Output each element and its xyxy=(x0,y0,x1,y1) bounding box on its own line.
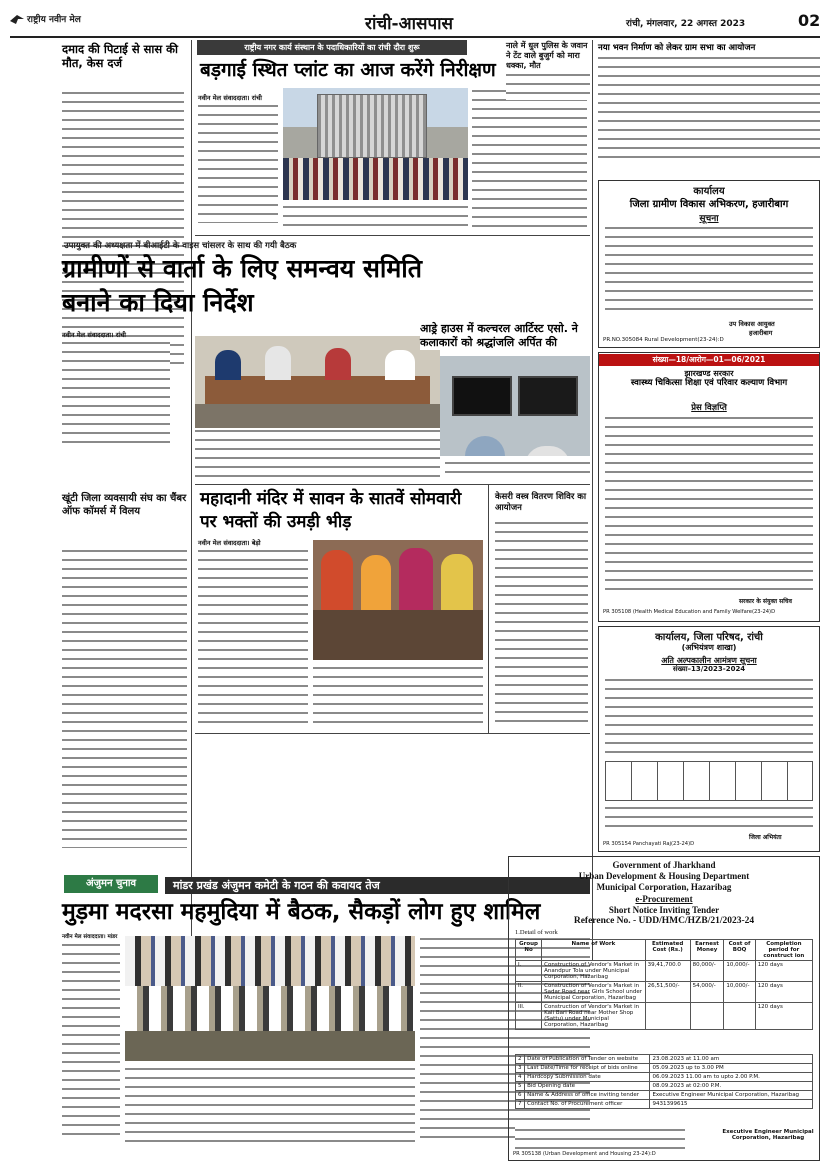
panchayat-ad-body xyxy=(598,55,820,165)
ulb-work-table xyxy=(515,939,813,1030)
table-cell xyxy=(724,1003,755,1030)
ulb-col-header: Group No xyxy=(516,940,542,961)
logo-text: राष्ट्रीय नवीन मेल xyxy=(27,15,81,25)
schedule-cell: Name & Address of office inviting tender xyxy=(525,1091,650,1100)
bird-logo-icon xyxy=(10,13,24,25)
gathering-photo xyxy=(125,936,415,1061)
anjuman-byline: नवीन मेल संवाददाता। मांडर xyxy=(62,934,118,940)
schedule-row xyxy=(516,1064,813,1073)
zila-footer: PR 305154 Panchayati Raj(23-24)D xyxy=(603,841,695,847)
schedule-cell: 4 xyxy=(516,1073,525,1082)
mahadani-byline: नवीन मेल संवाददाता। बेड़ो xyxy=(198,539,261,547)
karyalay-ad xyxy=(598,180,820,348)
mahadani-headline: महादानी मंदिर में सावन के सातवें सोमवारी पर भक्तों की उमड़ी भीड़ xyxy=(200,489,462,532)
anjuman-body-1 xyxy=(62,942,120,1142)
schedule-cell: 08.09.2023 at 02:00 P.M. xyxy=(650,1082,813,1091)
schedule-row xyxy=(516,1082,813,1091)
villagers-headline: ग्रामीणों से वार्ता के लिए समन्वय समिति बनाने का दिया निर्देश xyxy=(62,254,422,317)
bit-body-3 xyxy=(472,88,587,228)
karyalay-title2: जिला ग्रामीण विकास अभिकरण, हजारीबाग xyxy=(629,199,789,210)
villagers-body-1 xyxy=(62,340,170,448)
ulb-col-header: Estimated Cost (Rs.) xyxy=(645,940,690,961)
artist-headline: आड्रे हाउस में कल्चरल आर्टिस्ट एसो. ने कलाकारों को श्रद्धांजलि अर्पित की xyxy=(420,322,590,350)
table-cell: 54,000/- xyxy=(690,982,724,1003)
villagers-kicker: उपायुक्त की अध्यक्षता में बीआईटी के वाइस चांसलर के साथ की गयी बैठक xyxy=(64,241,297,251)
table-cell: Construction of Vendor's Market in Sadar Road near Girls School under Municipal Corporation, Hazaribag xyxy=(542,982,646,1003)
mahadani-body-1 xyxy=(198,548,308,728)
ulb-detail-label: 1.Detail of work xyxy=(515,929,558,936)
table-cell: II. xyxy=(516,982,542,1003)
ulb-footer: PR 305138 (Urban Development and Housing 23-24):D xyxy=(513,1151,656,1157)
khunti-heading: खूंटी जिला व्यवसायी संघ का चैंबर ऑफ कॉमर्स में विलय xyxy=(62,493,187,517)
date-line: रांची, मंगलवार, 22 अगस्त 2023 xyxy=(626,19,746,29)
health-gov: झारखण्ड सरकार xyxy=(684,369,734,378)
schedule-cell: 05.09.2023 up to 3.00 PM xyxy=(650,1064,813,1073)
zila-subtitle: (अभियंत्रण शाखा) xyxy=(681,643,737,652)
section-title: रांची-आसपास xyxy=(365,14,454,34)
zila-notice-no: संख्या–13/2023-2024 xyxy=(672,665,746,673)
schedule-cell: 9431399615 xyxy=(650,1100,813,1109)
schedule-row xyxy=(516,1055,813,1064)
karyalay-subtitle: सूचना xyxy=(699,214,719,224)
kesari-headline: केसरी वस्त्र वितरण शिविर का आयोजन xyxy=(495,492,587,513)
ulb-tender-title: Short Notice Inviting Tender xyxy=(608,905,720,915)
table-cell: 120 days xyxy=(755,1003,812,1030)
ulb-col-header: Earnest Money xyxy=(690,940,724,961)
table-row xyxy=(516,1003,813,1030)
schedule-cell: Bid Opening date xyxy=(525,1082,650,1091)
villagers-body-3 xyxy=(445,460,590,480)
schedule-cell: 7 xyxy=(516,1100,525,1109)
schedule-cell: 2 xyxy=(516,1055,525,1064)
office-photo xyxy=(440,356,590,456)
ulb-ad xyxy=(508,856,820,1161)
health-ad xyxy=(598,352,820,622)
schedule-row xyxy=(516,1073,813,1082)
bit-body-1 xyxy=(198,103,278,223)
ulb-schedule-table xyxy=(515,1054,813,1109)
schedule-cell: Contact No. of Procurement officer xyxy=(525,1100,650,1109)
health-signature: सरकार के संयुक्त सचिव xyxy=(739,598,792,605)
ulb-notes xyxy=(515,1127,685,1149)
table-cell: 39,41,700.0 xyxy=(645,961,690,982)
zila-signature: जिला अभियंता xyxy=(749,834,782,841)
health-ref: संख्या—18/आरोग—01—06/2021 xyxy=(599,354,819,366)
ulb-col-header: Name of Work xyxy=(542,940,646,961)
zila-body xyxy=(605,677,813,757)
health-type: प्रेस विज्ञप्ति xyxy=(691,403,727,413)
schedule-cell: 23.08.2023 at 11.00 am xyxy=(650,1055,813,1064)
table-cell: Construction of Vendor's Market in Anandpur Tola under Municipal Corporation, Hazaribag xyxy=(542,961,646,982)
anjuman-kicker: मांडर प्रखंड अंजुमन कमेटी के गठन की कवायद तेज xyxy=(165,877,590,894)
table-cell xyxy=(690,1003,724,1030)
page-number: 02 xyxy=(798,11,821,30)
zila-table xyxy=(605,761,813,801)
zila-ad xyxy=(598,626,820,852)
karyalay-footer: PR.NO.305084 Rural Development(23-24):D xyxy=(603,337,724,343)
ulb-line2: Urban Development & Housing Department xyxy=(578,871,750,881)
plant-photo xyxy=(283,88,468,200)
table-cell: 10,000/- xyxy=(724,961,755,982)
bit-byline: नवीन मेल संवाददाता। रांची xyxy=(198,94,262,102)
villagers-body-2 xyxy=(195,428,440,478)
table-cell: 120 days xyxy=(755,982,812,1003)
bit-body-2 xyxy=(283,204,468,232)
schedule-cell: Executive Engineer Municipal Corporation, Hazaribag xyxy=(650,1091,813,1100)
ulb-signer: Executive Engineer Municipal Corporation, Hazaribag xyxy=(722,1129,814,1141)
schedule-cell: Last Date/Time for receipt of bids online xyxy=(525,1064,650,1073)
khunti-body xyxy=(62,548,187,848)
anjuman-tag: अंजुमन चुनाव xyxy=(64,875,158,893)
ulb-tender-type: e-Procurement xyxy=(635,894,693,904)
health-body xyxy=(605,415,813,595)
schedule-cell: 5 xyxy=(516,1082,525,1091)
schedule-row xyxy=(516,1091,813,1100)
schedule-cell: 6 xyxy=(516,1091,525,1100)
temple-photo xyxy=(313,540,483,660)
zila-notice-title: अति अल्पकालीन आमंत्रण सूचना xyxy=(661,656,757,665)
masthead xyxy=(10,8,820,38)
table-cell: 120 days xyxy=(755,961,812,982)
table-cell: I. xyxy=(516,961,542,982)
karyalay-body xyxy=(605,225,813,315)
left-story-heading: दमाद की पिटाई से सास की मौत, केस दर्ज xyxy=(62,42,178,70)
table-cell xyxy=(645,1003,690,1030)
table-row xyxy=(516,961,813,982)
logo xyxy=(10,12,81,25)
anjuman-body-2 xyxy=(125,1066,415,1142)
karyalay-place: हजारीबाग xyxy=(749,329,773,337)
schedule-cell: Date of Publication of Tender on website xyxy=(525,1055,650,1064)
ulb-line3: Municipal Corporation, Hazaribag xyxy=(596,882,732,892)
health-dept: स्वास्थ्य चिकित्सा शिक्षा एवं परिवार कल्याण विभाग xyxy=(630,378,788,388)
table-row xyxy=(516,982,813,1003)
mahadani-body-2 xyxy=(313,665,483,727)
table-cell: III. xyxy=(516,1003,542,1030)
schedule-cell: 06.09.2023 11.00 am to upto 2.00 P.M. xyxy=(650,1073,813,1082)
schedule-cell: 3 xyxy=(516,1064,525,1073)
ulb-ref: Reference No. - UDD/HMC/HZB/21/2023-24 xyxy=(573,916,755,926)
schedule-row xyxy=(516,1100,813,1109)
zila-body-2 xyxy=(605,805,813,833)
left-story-body xyxy=(62,90,184,365)
water-headline: नाले में धुल पुलिस के जवान ने टेंट वाले बुजुर्ग को मारा धक्का, मौत xyxy=(506,41,588,70)
table-cell: 10,000/- xyxy=(724,982,755,1003)
table-cell: Construction of Vendor's Market in Kali Bari Road near Mother Shop (Sattu) under Municipal Corporation, Hazaribag xyxy=(542,1003,646,1030)
table-cell: 80,000/- xyxy=(690,961,724,982)
karyalay-title1: कार्यालय xyxy=(693,186,725,197)
ulb-col-header: Completion period for construct ion xyxy=(755,940,812,961)
table-cell: 26,51,500/- xyxy=(645,982,690,1003)
karyalay-signature: उप विकास आयुक्त xyxy=(729,320,775,328)
villagers-byline: नवीन मेल संवाददाता। रांची xyxy=(62,331,126,339)
bit-headline: बड़गाई स्थित प्लांट का आज करेंगे निरीक्षण xyxy=(200,59,496,81)
anjuman-headline: मुड़मा मदरसा महमुदिया में बैठक, सैकड़ों लोग हुए शामिल xyxy=(62,899,541,925)
zila-title: कार्यालय, जिला परिषद, रांची xyxy=(655,632,763,643)
kesari-body xyxy=(495,520,588,728)
health-footer: PR 305108 (Health Medical Education and Family Welfare(23-24)D xyxy=(603,609,776,615)
water-body xyxy=(506,72,590,100)
kicker-bar: राष्ट्रीय नगर कार्य संस्थान के पदाधिकारियों का रांची दौरा शुरू xyxy=(197,40,467,55)
ulb-line1: Government of Jharkhand xyxy=(612,860,716,870)
panchayat-ad-title: नया भवन निर्माण को लेकर ग्राम सभा का आयोजन xyxy=(598,43,756,53)
schedule-cell: Hardcopy Submission date xyxy=(525,1073,650,1082)
ulb-col-header: Cost of BOQ xyxy=(724,940,755,961)
